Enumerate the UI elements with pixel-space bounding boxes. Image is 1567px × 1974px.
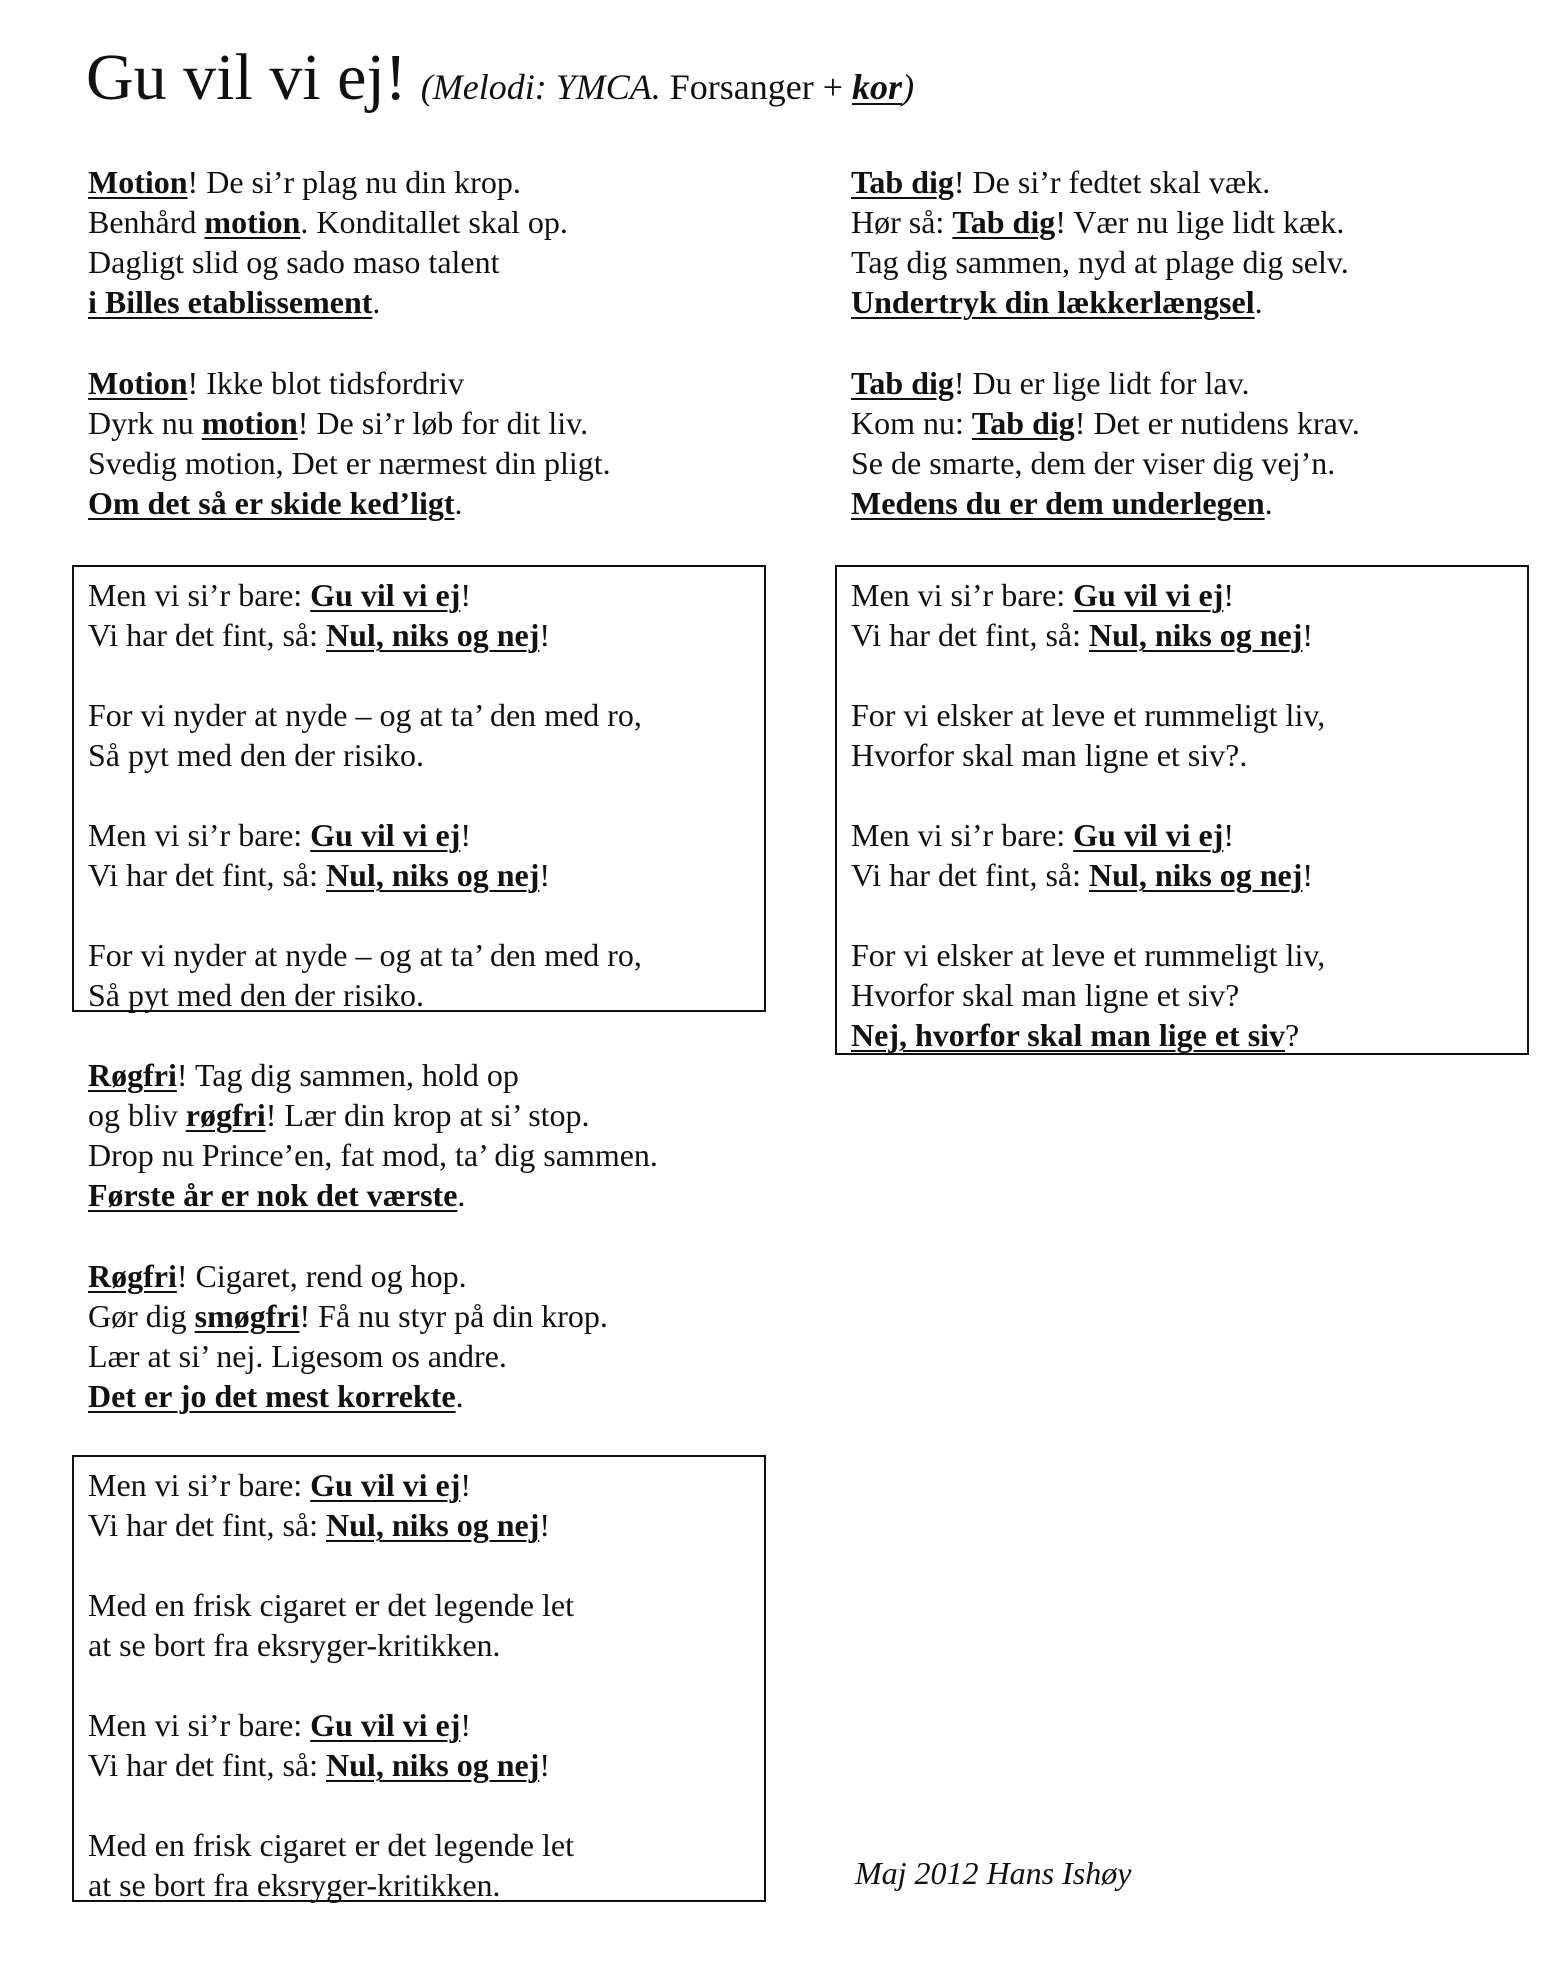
chorus-text: For vi nyder at nyde – og at ta’ den med ro, (88, 697, 642, 733)
verse-text: Gør dig (88, 1298, 195, 1334)
chorus-text: at se bort fra eksryger-kritikken. (88, 1867, 501, 1903)
verse-text: Svedig motion, Det er nærmest din pligt. (88, 445, 611, 481)
chorus-text: ! (1223, 817, 1235, 853)
chorus-box-1 (72, 565, 766, 1012)
chorus-text: Vi har det fint, så: (851, 857, 1090, 893)
verse-text: ! Cigaret, rend og hop. (176, 1258, 467, 1294)
verse-text: ! Vær nu lige lidt kæk. (1055, 204, 1345, 240)
verse-tabdig-2 (851, 363, 1360, 523)
keyword: Første år er nok det værste (88, 1177, 458, 1213)
keyword: Tab dig (851, 164, 954, 200)
verse-text: . (457, 1177, 466, 1213)
keyword: Røgfri (88, 1258, 177, 1294)
author-credit: Maj 2012 Hans Ishøy (855, 1855, 1132, 1891)
keyword: Det er jo det mest korrekte (88, 1378, 456, 1414)
verse-motion-1 (88, 162, 568, 322)
verse-text: Se de smarte, dem der viser dig vej’n. (851, 445, 1336, 481)
keyword: smøgfri (194, 1298, 300, 1334)
kor-note: kor (852, 67, 903, 107)
chorus-text: at se bort fra eksryger-kritikken. (88, 1627, 501, 1663)
chorus-box-2 (72, 1455, 766, 1902)
chorus-text: Vi har det fint, så: (88, 617, 327, 653)
forsanger-note: Forsanger + (660, 67, 853, 107)
keyword: Medens du er dem underlegen (851, 485, 1265, 521)
keyword: Tab dig (952, 204, 1056, 240)
chorus-text: Men vi si’r bare: (851, 577, 1074, 613)
keyword: Nej, hvorfor skal man lige et siv (851, 1017, 1286, 1053)
verse-text: ! Lær din krop at si’ stop. (265, 1097, 590, 1133)
keyword: Undertryk din lækkerlængsel (851, 284, 1255, 320)
verse-text: Kom nu: (851, 405, 972, 441)
keyword: Motion (88, 365, 188, 401)
chorus-text: ! (1302, 857, 1314, 893)
chorus-text: Vi har det fint, så: (88, 1747, 327, 1783)
keyword: Gu vil vi ej (1073, 817, 1224, 853)
keyword: Røgfri (88, 1057, 177, 1093)
song-title: Gu vil vi ej! (86, 41, 407, 114)
chorus-text: Men vi si’r bare: (88, 817, 311, 853)
chorus-text: ! (460, 1707, 472, 1743)
chorus-text: Med en frisk cigaret er det legende let (88, 1827, 574, 1863)
keyword: Motion (88, 164, 188, 200)
chorus-text: Men vi si’r bare: (88, 577, 311, 613)
keyword: i Billes etablissement (88, 284, 373, 320)
chorus-box-3 (835, 565, 1529, 1055)
keyword: Nul, niks og nej (1089, 857, 1303, 893)
page-title (86, 40, 914, 116)
chorus-text: ! (539, 857, 551, 893)
chorus-text: For vi elsker at leve et rummeligt liv, (851, 697, 1326, 733)
verse-text: ! De si’r fedtet skal væk. (953, 164, 1271, 200)
keyword: motion (204, 204, 301, 240)
keyword: motion (201, 405, 298, 441)
verse-motion-2 (88, 363, 611, 523)
verse-text: Lær at si’ nej. Ligesom os andre. (88, 1338, 507, 1374)
verse-text: Benhård (88, 204, 205, 240)
keyword: Gu vil vi ej (310, 1707, 461, 1743)
chorus-text: Med en frisk cigaret er det legende let (88, 1587, 574, 1623)
chorus-text: ! (460, 817, 472, 853)
title-close-paren: ) (902, 67, 915, 107)
verse-text: . (1254, 284, 1263, 320)
chorus-text: ! (539, 617, 551, 653)
chorus-text: For vi nyder at nyde – og at ta’ den med ro, (88, 937, 642, 973)
chorus-text: ! (539, 1507, 551, 1543)
chorus-text: ! (460, 1467, 472, 1503)
keyword: Tab dig (851, 365, 954, 401)
verse-text: . (372, 284, 381, 320)
keyword: Nul, niks og nej (1089, 617, 1303, 653)
verse-text: . (454, 485, 463, 521)
chorus-text: Vi har det fint, så: (88, 857, 327, 893)
keyword: Tab dig (971, 405, 1075, 441)
verse-text: ! Få nu styr på din krop. (299, 1298, 608, 1334)
chorus-text: Vi har det fint, så: (88, 1507, 327, 1543)
verse-tabdig-1 (851, 162, 1349, 322)
verse-text: ! Du er lige lidt for lav. (953, 365, 1250, 401)
chorus-text: Så pyt med den der risiko. (88, 737, 424, 773)
keyword: Gu vil vi ej (1073, 577, 1224, 613)
verse-rogfri-2 (88, 1256, 608, 1416)
chorus-text: ! (460, 577, 472, 613)
keyword: Om det så er skide ked’ligt (88, 485, 455, 521)
chorus-text: For vi elsker at leve et rummeligt liv, (851, 937, 1326, 973)
keyword: Gu vil vi ej (310, 817, 461, 853)
verse-text: Dyrk nu (88, 405, 202, 441)
chorus-text: ! (1302, 617, 1314, 653)
keyword: røgfri (185, 1097, 266, 1133)
chorus-text: ! (1223, 577, 1235, 613)
verse-text: . Konditallet skal op. (300, 204, 568, 240)
verse-text: ! Tag dig sammen, hold op (176, 1057, 519, 1093)
verse-rogfri-1 (88, 1055, 658, 1215)
chorus-text: Hvorfor skal man ligne et siv? (851, 977, 1240, 1013)
keyword: Nul, niks og nej (326, 857, 540, 893)
verse-text: ! Ikke blot tidsfordriv (187, 365, 464, 401)
keyword: Nul, niks og nej (326, 1507, 540, 1543)
chorus-text: Men vi si’r bare: (88, 1707, 311, 1743)
chorus-text: Men vi si’r bare: (851, 817, 1074, 853)
chorus-text: Så pyt med den der risiko. (88, 977, 424, 1013)
song-subtitle (421, 67, 914, 107)
keyword: Gu vil vi ej (310, 577, 461, 613)
verse-text: Dagligt slid og sado maso talent (88, 244, 500, 280)
keyword: Nul, niks og nej (326, 617, 540, 653)
verse-text: og bliv (88, 1097, 186, 1133)
verse-text: . (455, 1378, 464, 1414)
chorus-text: Vi har det fint, så: (851, 617, 1090, 653)
chorus-text: Men vi si’r bare: (88, 1467, 311, 1503)
verse-text: ! Det er nutidens krav. (1074, 405, 1360, 441)
verse-text: Hør så: (851, 204, 953, 240)
chorus-text: Hvorfor skal man ligne et siv?. (851, 737, 1248, 773)
chorus-text: ? (1285, 1017, 1300, 1053)
keyword: Nul, niks og nej (326, 1747, 540, 1783)
chorus-text: ! (539, 1747, 551, 1783)
verse-text: . (1264, 485, 1273, 521)
melody-note: (Melodi: YMCA. (420, 67, 661, 107)
verse-text: Drop nu Prince’en, fat mod, ta’ dig sammen. (88, 1137, 658, 1173)
verse-text: ! De si’r løb for dit liv. (297, 405, 589, 441)
verse-text: Tag dig sammen, nyd at plage dig selv. (851, 244, 1349, 280)
keyword: Gu vil vi ej (310, 1467, 461, 1503)
verse-text: ! De si’r plag nu din krop. (187, 164, 521, 200)
